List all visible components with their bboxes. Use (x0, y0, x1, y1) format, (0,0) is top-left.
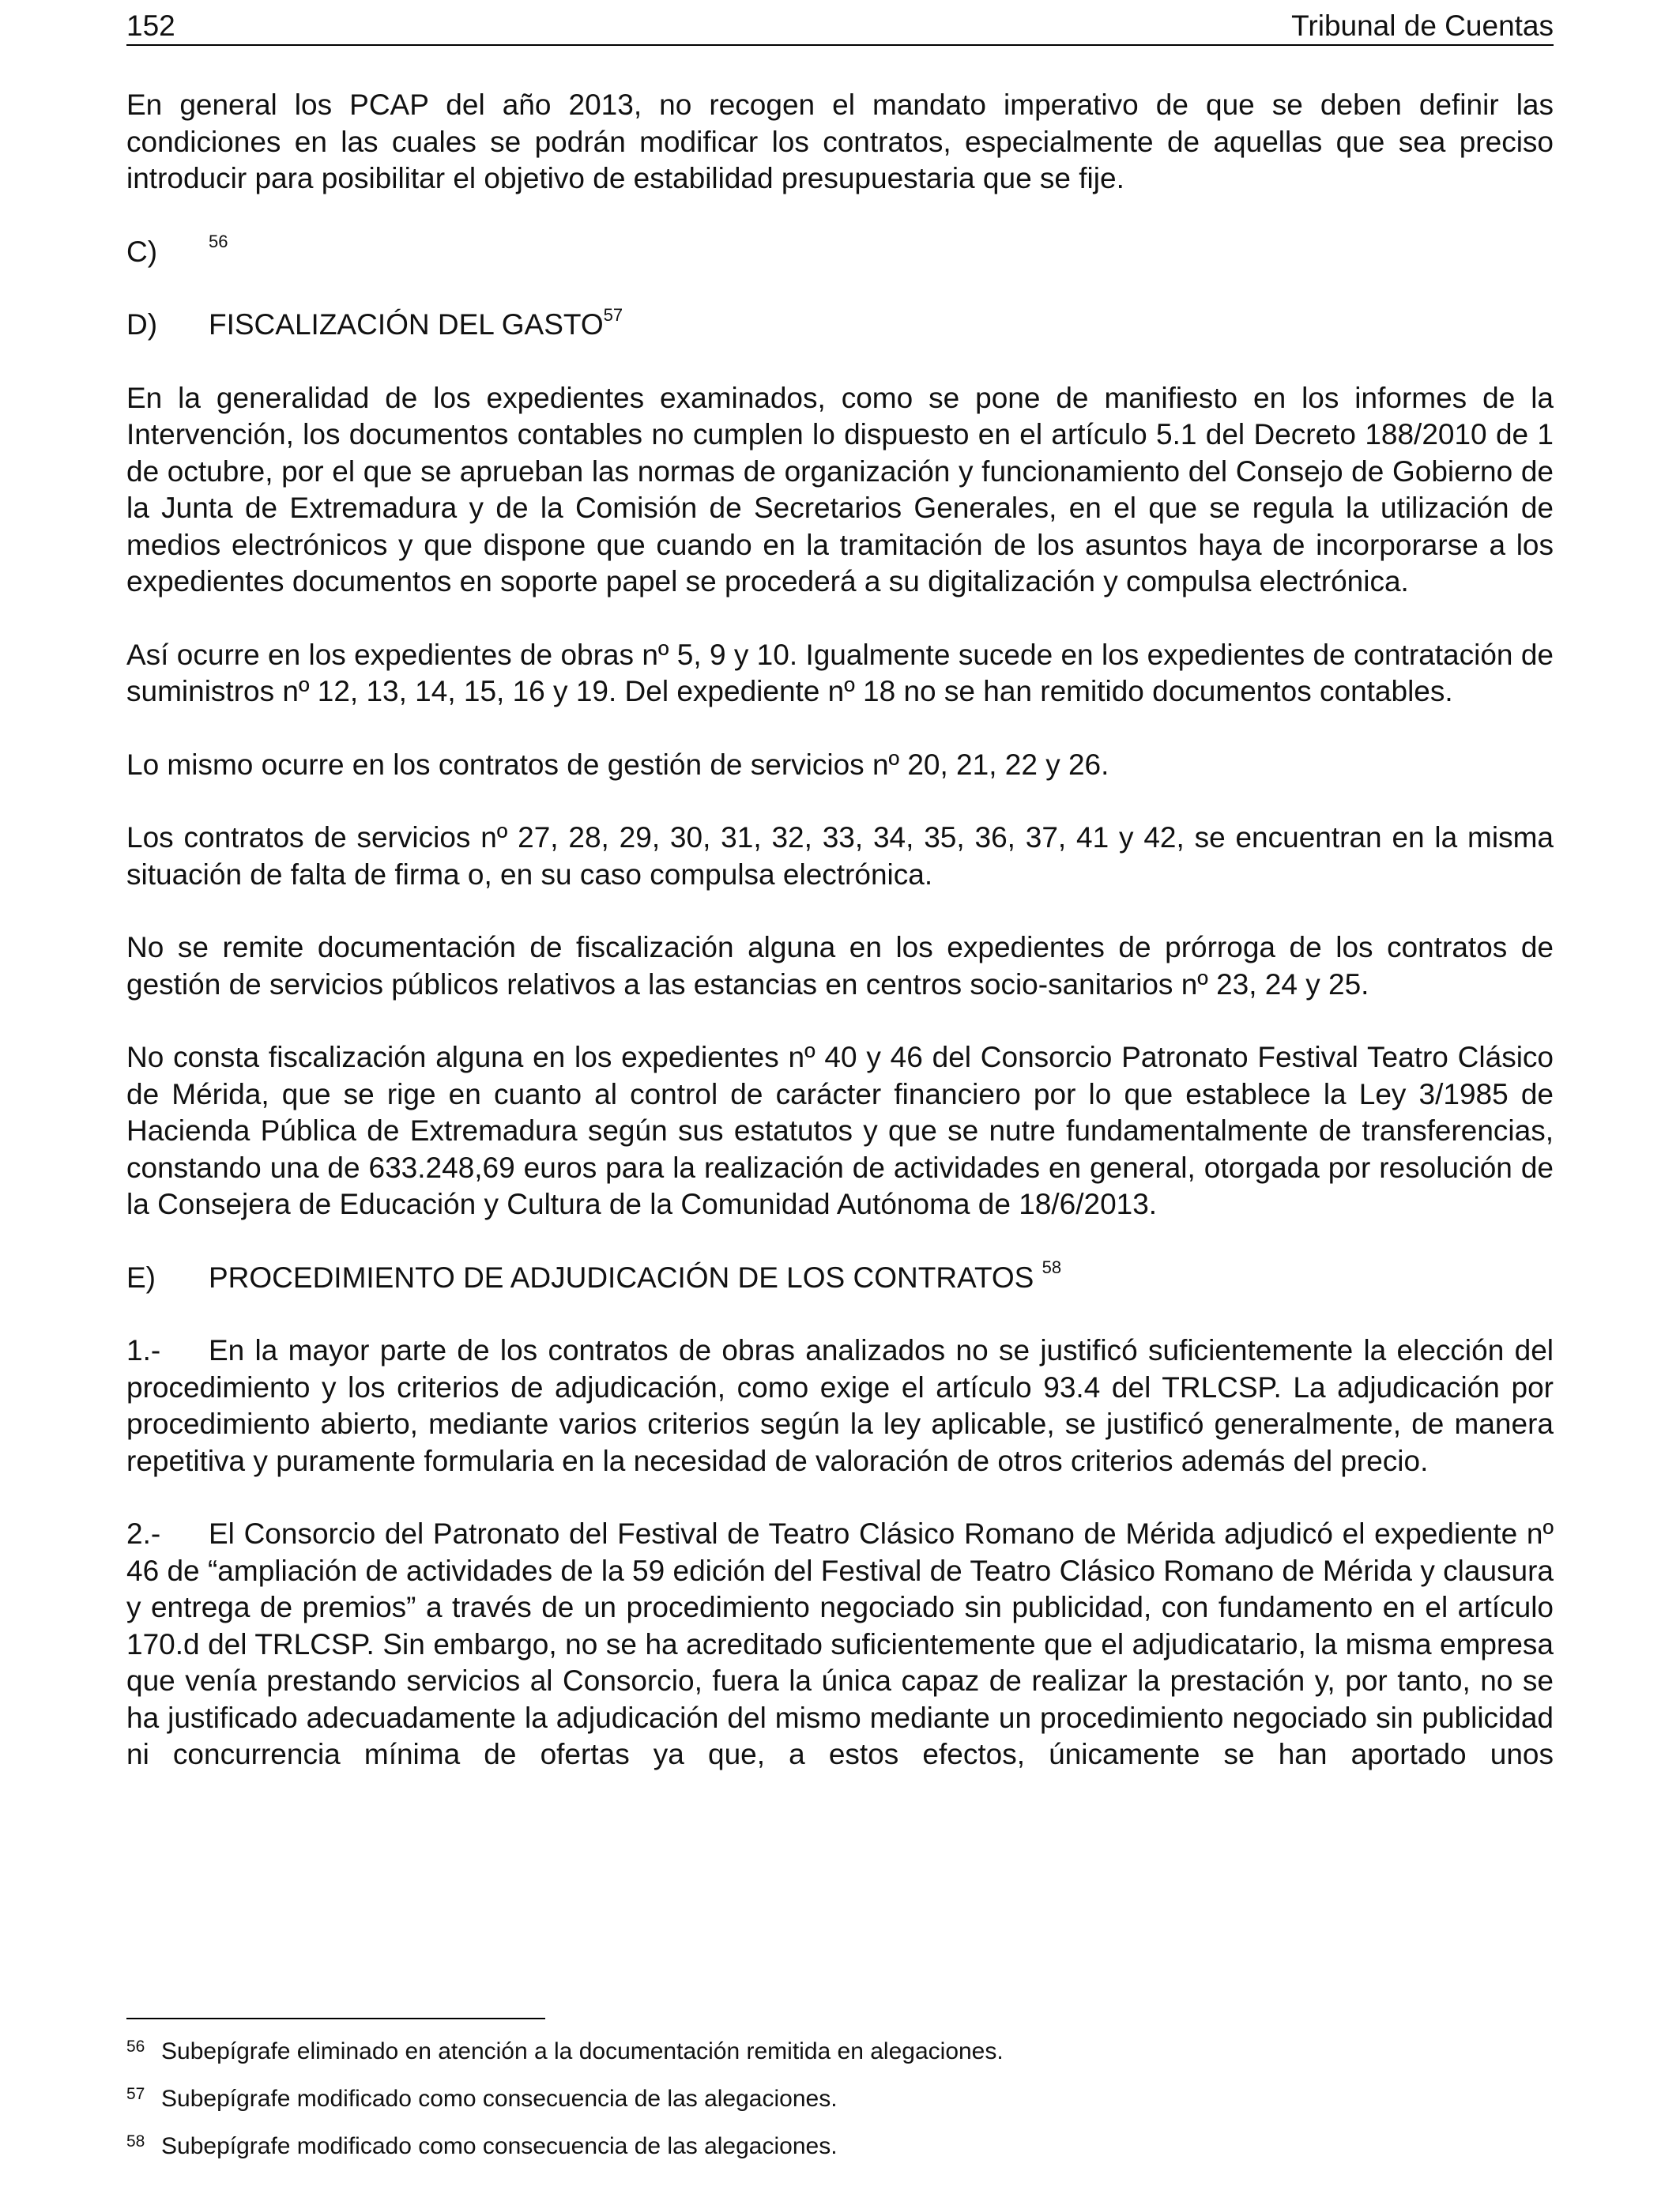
numbered-paragraph (126, 1516, 1554, 1774)
item-number: 2.- (126, 1517, 161, 1550)
footnote-text: Subepígrafe modificado como consecuencia de las alegaciones. (161, 2133, 838, 2159)
section-letter: C) (126, 235, 158, 268)
paragraph: Lo mismo ocurre en los contratos de gestión de servicios nº 20, 21, 22 y 26. (126, 748, 1109, 781)
footnote-text: Subepígrafe modificado como consecuencia de las alegaciones. (161, 2086, 838, 2112)
item-text: El Consorcio del Patronato del Festival de Teatro Clásico Romano de Mérida adjudicó el expediente nº 46 de “ampliación de actividades de la 59 edición del Festival de Teatro Clásico Romano de Mérida y clausura y entrega de premios” a través de un procedimiento negociado sin publicidad, con fundamento en el artículo 170.d del TRLCSP. Sin embargo, no se ha acreditado suficientemente que el adjudicatario, la misma empresa que venía prestando servicios al Consorcio, fuera la única capaz de realizar la prestación y, por tanto, no se ha justificado adecuadamente la adjudicación del mismo mediante un procedimiento negociado sin publicidad ni concurrencia mínima de ofertas ya que, a estos efectos, únicamente se han aportado unos (126, 1517, 1554, 1770)
footnote-mark: 57 (126, 2085, 145, 2103)
numbered-paragraph (126, 1333, 1554, 1480)
paragraph: No se remite documentación de fiscalización alguna en los expedientes de prórroga de los contratos de gestión de servicios públicos relativos a las estancias en centros socio-sanitarios nº 23, 24 y 25. (126, 931, 1554, 1001)
paragraph: Así ocurre en los expedientes de obras nº 5, 9 y 10. Igualmente sucede en los expedientes de contratación de suministros nº 12, 13, 14, 15, 16 y 19. Del expediente nº 18 no se han remitido documentos contables. (126, 638, 1554, 707)
paragraph: Los contratos de servicios nº 27, 28, 29, 30, 31, 32, 33, 34, 35, 36, 37, 41 y 42, se encuentran en la misma situación de falta de firma o, en su caso compulsa electrónica. (126, 821, 1554, 891)
section-title: FISCALIZACIÓN DEL GASTO (209, 308, 604, 341)
section-letter: E) (126, 1261, 156, 1294)
footnote-ref: 56 (209, 232, 228, 252)
page-header (126, 8, 1554, 46)
section-heading-c (126, 234, 1554, 271)
paragraph: En general los PCAP del año 2013, no recogen el mandato imperativo de que se deben definir las condiciones en las cuales se podrán modificar los contratos, especialmente de aquellas que sea preciso introducir para posibilitar el objetivo de estabilidad presupuestaria que se fije. (126, 89, 1554, 194)
footnote-ref: 57 (603, 304, 623, 325)
footnote-mark: 58 (126, 2132, 145, 2151)
footnote-mark: 56 (126, 2038, 145, 2056)
footnote-divider (126, 2018, 545, 2019)
running-title: Tribunal de Cuentas (1291, 9, 1554, 42)
footnote (126, 2132, 1554, 2161)
footnote (126, 2038, 1554, 2066)
section-heading-d (126, 304, 1554, 344)
item-number: 1.- (126, 1334, 161, 1367)
paragraph: En la generalidad de los expedientes examinados, como se pone de manifiesto en los informes de la Intervención, los documentos contables no cumplen lo dispuesto en el artículo 5.1 del Decreto 188/2010 de 1 de octubre, por el que se aprueban las normas de organización y funcionamiento del Consejo de Gobierno de la Junta de Extremadura y de la Comisión de Secretarios Generales, en el que se regula la utilización de medios electrónicos y que dispone que cuando en la tramitación de los asuntos haya de incorporarse a los expedientes documentos en soporte papel se procederá a su digitalización y compulsa electrónica. (126, 381, 1554, 598)
footnotes (126, 2038, 1554, 2180)
footnote-ref: 58 (1042, 1257, 1062, 1278)
section-letter: D) (126, 308, 158, 341)
page-number: 152 (126, 9, 175, 42)
paragraph: No consta fiscalización alguna en los expedientes nº 40 y 46 del Consorcio Patronato Festival Teatro Clásico de Mérida, que se rige en cuanto al control de carácter financiero por lo que establece la Ley 3/1985 de Hacienda Pública de Extremadura según sus estatutos y que se nutre fundamentalmente de transferencias, constando una de 633.248,69 euros para la realización de actividades en general, otorgada por resolución de la Consejera de Educación y Cultura de la Comunidad Autónoma de 18/6/2013. (126, 1041, 1554, 1220)
footnote-text: Subepígrafe eliminado en atención a la documentación remitida en alegaciones. (161, 2038, 1004, 2064)
section-title: PROCEDIMIENTO DE ADJUDICACIÓN DE LOS CONTRATOS (209, 1261, 1042, 1294)
document-body (126, 87, 1554, 1774)
footnote (126, 2085, 1554, 2113)
item-text: En la mayor parte de los contratos de obras analizados no se justificó suficientemente la elección del procedimiento y los criterios de adjudicación, como exige el artículo 93.4 del TRLCSP. La adjudicación por procedimiento abierto, mediante varios criterios según la ley aplicable, se justificó generalmente, de manera repetitiva y puramente formularia en la necesidad de valoración de otros criterios además del precio. (126, 1334, 1554, 1477)
section-heading-e (126, 1257, 1554, 1297)
